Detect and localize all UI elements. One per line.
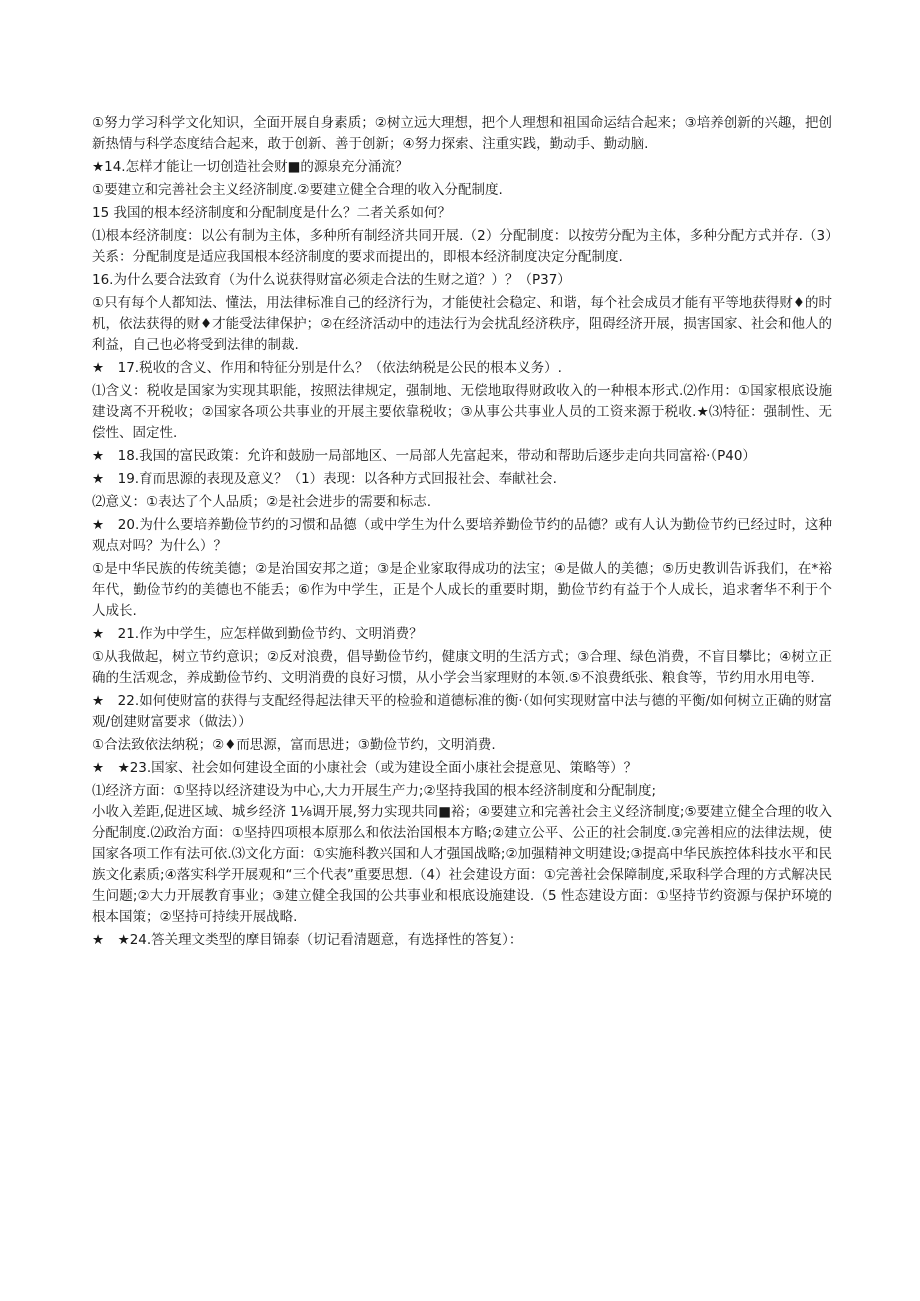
question-22: ★ 22.如何使财富的获得与支配经得起法律天平的检验和道德标准的衡·（如何实现财富中法与德的平衡/如何树立正确的财富观/创建财富要求（做法）） bbox=[92, 693, 832, 730]
question-16: 16.为什么要合法致育（为什么说获得财富必须走合法的生财之道？）？（P37） bbox=[92, 272, 571, 288]
answer-19: ⑵意义：①表达了个人品质；②是社会进步的需要和标志. bbox=[92, 494, 431, 510]
answer-16: ①只有每个人都知法、懂法，用法律标准自己的经济行为，才能使社会稳定、和谐，每个社会成员才能有平等地获得财♦的时机，依法获得的财♦才能受法律保护；②在经济活动中的违法行为会扰乱经济秩序，阻碍经济开展，损害国家、社会和他人的利益，自己也必将受到法律的制裁. bbox=[92, 295, 832, 353]
question-19: ★ 19.育而思源的表现及意义？（1）表现：以各种方式回报社会、奉献社会. bbox=[92, 471, 557, 487]
answer-14: ①要建立和完善社会主义经济制度.②要建立健全合理的收入分配制度. bbox=[92, 182, 503, 198]
question-23: ★ ★23.国家、社会如何建设全面的小康社会（或为建设全面小康社会提意见、策略等）？ bbox=[92, 760, 638, 776]
question-15: 15 我国的根本经济制度和分配制度是什么？二者关系如何？ bbox=[92, 205, 451, 221]
answer-17: ⑴含义：税收是国家为实现其职能，按照法律规定，强制地、无偿地取得财政收入的一种根本形式.⑵作用：①国家根底设施建设离不开税收；②国家各项公共事业的开展主要依靠税收；③从事公共事业人员的工资来源于税收.★⑶特征：强制性、无偿性、固定性. bbox=[92, 383, 832, 441]
question-17: ★ 17.税收的含义、作用和特征分别是什么？（依法纳税是公民的根本义务）. bbox=[92, 360, 562, 376]
question-18: ★ 18.我国的富民政策：允许和鼓励一局部地区、一局部人先富起来，带动和帮助后逐步走向共同富裕·（P40） bbox=[92, 448, 756, 464]
answer-23: ⑴经济方面：①坚持以经济建设为中心,大力开展生产力;②坚持我国的根本经济制度和分配制度; 小收入差距,促进区域、城乡经济 1⅛调开展,努力实现共同■裕；④要建立和完善社会主义经济制度;⑤要建立健全合理的收入分配制度.⑵政治方面：①坚持四项根本原那么和依法治国根本方略;②建立公平、公正的社会制度.③完善相应的法律法规，使国家各项工作有法可依.⑶文化方面：①实施科教兴国和人才强国战略;②加强精神文明建设;③提高中华民族控体科技水平和民族文化素质;④落实科学开展观和“三个代表”重要思想.（4）社会建设方面：①完善社会保障制度,采取科学合理的方式解决民生问题;②大力开展教育事业；③建立健全我国的公共事业和根底设施建设.（5 性态建设方面：①坚持节约资源与保护环境的根本国策；②坚持可持续开展战略. bbox=[92, 783, 832, 925]
answer-21: ①从我做起，树立节约意识；②反对浪费，倡导勤俭节约，健康文明的生活方式；③合理、绿色消费，不盲目攀比；④树立正确的生活观念，养成勤俭节约、文明消费的良好习惯，从小学会当家理财的本领.⑤不浪费纸张、粮食等，节约用水用电等. bbox=[92, 649, 832, 686]
answer-20: ①是中华民族的传统美德；②是治国安邦之道；③是企业家取得成功的法宝；④是做人的美德；⑤历史教训告诉我们，在*裕年代，勤俭节约的美德也不能丢；⑥作为中学生，正是个人成长的重要时期，勤俭节约有益于个人成长，追求奢华不利于个人成长. bbox=[92, 561, 832, 619]
question-14: ★14.怎样才能让一切创造社会财■的源泉充分涌流？ bbox=[92, 159, 409, 175]
document-page bbox=[92, 113, 832, 953]
paragraph-quality-answer: ①努力学习科学文化知识，全面开展自身素质；②树立远大理想，把个人理想和祖国命运结合起来；③培养创新的兴趣，把创新热情与科学态度结合起来，敢于创新、善于创新；④努力探索、注重实践，勤动手、勤动脑. bbox=[92, 115, 832, 152]
answer-15: ⑴根本经济制度：以公有制为主体，多种所有制经济共同开展.（2）分配制度：以按劳分配为主体，多种分配方式并存.（3）关系：分配制度是适应我国根本经济制度的要求而提出的，即根本经济制度决定分配制度. bbox=[92, 228, 832, 265]
question-21: ★ 21.作为中学生，应怎样做到勤俭节约、文明消费？ bbox=[92, 626, 423, 642]
question-20: ★ 20.为什么要培养勤俭节约的习惯和品德（或中学生为什么要培养勤俭节约的品德？或有人认为勤俭节约已经过时，这种观点对吗？为什么）？ bbox=[92, 517, 832, 554]
question-24: ★ ★24.答关理文类型的摩目锦泰（切记看清题意，有选择性的答复）： bbox=[92, 932, 523, 948]
answer-22: ①合法致依法纳税；②♦而思源，富而思进；③勤俭节约，文明消费. bbox=[92, 737, 496, 753]
